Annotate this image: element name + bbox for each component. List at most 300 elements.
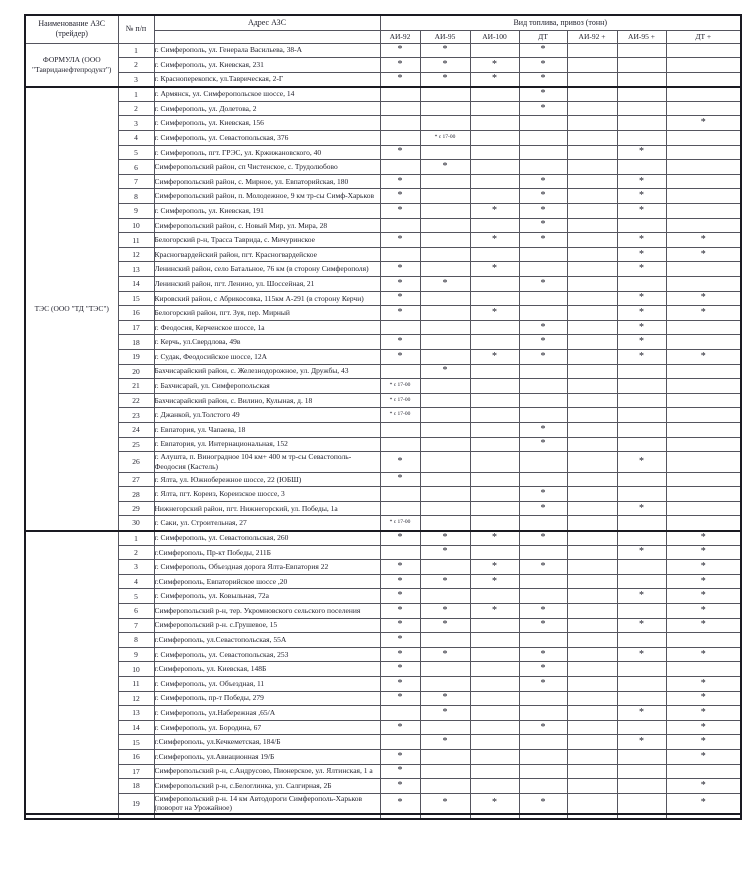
fuel-mark-cell [617,691,666,706]
fuel-mark-cell [666,277,741,292]
address-cell: г.Симферополь, ул.Авиационная 19/Б [154,749,380,764]
fuel-mark-cell [617,364,666,379]
fuel-mark-cell: * [519,87,567,102]
address-cell: г. Симферополь, ул. Бородина, 67 [154,720,380,735]
fuel-mark-cell: * [420,706,470,721]
fuel-mark-cell [617,676,666,691]
table-row [25,320,741,335]
fuel-mark-cell [470,516,519,531]
table-row [25,218,741,233]
fuel-mark-cell [420,87,470,102]
address-cell: Белогорский район, пгт. Зуя, пер. Мирный [154,306,380,321]
fuel-mark-cell: * [617,262,666,277]
empty-cell [519,814,567,819]
fuel-mark-cell [470,87,519,102]
table-row [25,43,741,58]
fuel-mark-cell [567,779,617,794]
fuel-mark-cell [470,545,519,560]
fuel-mark-cell: * [617,589,666,604]
fuel-mark-cell [666,422,741,437]
fuel-mark-cell [567,72,617,87]
fuel-mark-cell [567,472,617,487]
row-number-cell: 11 [118,233,154,248]
fuel-mark-cell [380,247,420,262]
fuel-mark-cell [380,501,420,516]
fuel-mark-cell [567,160,617,175]
fuel-mark-cell [666,218,741,233]
fuel-mark-cell: * с 17-00 [420,131,470,146]
fuel-mark-cell [617,560,666,575]
fuel-mark-cell [617,408,666,423]
fuel-mark-cell [567,793,617,814]
row-number-cell: 3 [118,72,154,87]
fuel-mark-cell [666,320,741,335]
fuel-mark-cell [567,764,617,779]
header-fuel-ai95: АИ-95 [420,30,470,43]
fuel-mark-cell [519,633,567,648]
row-number-cell: 13 [118,706,154,721]
partial-row [25,814,741,819]
fuel-mark-cell: * [666,306,741,321]
table-row [25,306,741,321]
row-number-cell: 14 [118,720,154,735]
fuel-mark-cell [567,647,617,662]
fuel-mark-cell [617,437,666,452]
fuel-mark-cell [470,779,519,794]
fuel-mark-cell: * [666,545,741,560]
fuel-mark-cell: * [470,574,519,589]
fuel-mark-cell [666,174,741,189]
fuel-mark-cell: * [380,574,420,589]
fuel-mark-cell: * [470,72,519,87]
fuel-mark-cell [519,364,567,379]
fuel-mark-cell: * [380,291,420,306]
address-cell: г. Симферополь, пр-т Победы, 279 [154,691,380,706]
fuel-mark-cell [666,204,741,219]
fuel-mark-cell [567,277,617,292]
fuel-mark-cell: * [420,160,470,175]
fuel-mark-cell: * [420,735,470,750]
fuel-mark-cell: * [380,618,420,633]
fuel-mark-cell: * [380,472,420,487]
fuel-mark-cell: * [470,793,519,814]
fuel-mark-cell [420,218,470,233]
fuel-mark-cell: * [420,603,470,618]
fuel-mark-cell: * [666,603,741,618]
fuel-mark-cell [470,422,519,437]
fuel-mark-cell [519,291,567,306]
table-row [25,422,741,437]
fuel-mark-cell: * [666,291,741,306]
fuel-mark-cell [519,306,567,321]
fuel-mark-cell [380,437,420,452]
fuel-mark-cell [470,189,519,204]
fuel-mark-cell: * [380,306,420,321]
fuel-mark-cell [567,560,617,575]
fuel-mark-cell [666,501,741,516]
fuel-mark-cell [470,487,519,502]
fuel-mark-cell [470,320,519,335]
row-number-cell: 16 [118,749,154,764]
row-number-cell: 5 [118,145,154,160]
fuel-mark-cell: * [420,43,470,58]
fuel-mark-cell: * [666,749,741,764]
header-address-sub [154,30,380,43]
address-cell: Кировский район, с Абрикосовка, 115км А-291 (в сторону Керчи) [154,291,380,306]
fuel-mark-cell: * [519,277,567,292]
table-row [25,349,741,364]
fuel-mark-cell: * [470,58,519,73]
fuel-mark-cell: * [420,531,470,546]
table-row [25,160,741,175]
empty-cell [617,814,666,819]
fuel-mark-cell [470,706,519,721]
table-row [25,116,741,131]
fuel-mark-cell: * [519,72,567,87]
address-cell: Красногвардейский район, пгт. Красногвардейское [154,247,380,262]
fuel-mark-cell: * [470,603,519,618]
fuel-mark-cell [519,589,567,604]
row-number-cell: 13 [118,262,154,277]
address-cell: г. Симферополь, ул. Долетова, 2 [154,101,380,116]
fuel-mark-cell: * [519,101,567,116]
address-cell: г. Керчь, ул.Свердлова, 49в [154,335,380,350]
table-row [25,408,741,423]
fuel-mark-cell: * [666,735,741,750]
fuel-mark-cell [470,764,519,779]
row-number-cell: 16 [118,306,154,321]
fuel-mark-cell: * [420,277,470,292]
fuel-mark-cell [519,574,567,589]
table-row [25,749,741,764]
fuel-mark-cell [420,393,470,408]
fuel-mark-cell: * [617,349,666,364]
fuel-mark-cell: * [519,531,567,546]
fuel-mark-cell: * [380,452,420,473]
fuel-mark-cell [567,545,617,560]
row-number-cell: 29 [118,501,154,516]
fuel-mark-cell [567,320,617,335]
trader-name-cell [25,531,118,815]
fuel-mark-cell: * [519,501,567,516]
fuel-mark-cell: * [420,618,470,633]
row-number-cell: 11 [118,676,154,691]
fuel-mark-cell: * [380,349,420,364]
fuel-mark-cell: * [380,262,420,277]
table-row [25,662,741,677]
fuel-mark-cell [420,472,470,487]
fuel-mark-cell [666,262,741,277]
fuel-mark-cell [567,393,617,408]
address-cell: г. Ялта, пгт. Кореиз, Кореизское шоссе, 3 [154,487,380,502]
fuel-mark-cell [420,233,470,248]
fuel-mark-cell [666,335,741,350]
fuel-mark-cell [380,87,420,102]
fuel-mark-cell [420,335,470,350]
fuel-mark-cell [567,218,617,233]
address-cell: Нижнегорский район, пгт. Нижнегорский, ул. Победы, 1а [154,501,380,516]
fuel-mark-cell [617,633,666,648]
fuel-mark-cell: * [666,691,741,706]
fuel-mark-cell: * [519,618,567,633]
fuel-mark-cell: * [519,233,567,248]
fuel-mark-cell: * [380,793,420,814]
row-number-cell: 1 [118,531,154,546]
fuel-mark-cell: * [380,603,420,618]
fuel-mark-cell [567,589,617,604]
fuel-mark-cell: * [380,589,420,604]
row-number-cell: 10 [118,662,154,677]
table-body [25,43,741,819]
fuel-mark-cell: * [519,58,567,73]
fuel-mark-cell [567,422,617,437]
fuel-mark-cell: * [666,589,741,604]
fuel-mark-cell [470,335,519,350]
fuel-mark-cell: * [617,204,666,219]
address-cell: г. Евпатория, ул. Чапаева, 18 [154,422,380,437]
address-cell: Симферопольский р-н. с.Грушевое, 15 [154,618,380,633]
fuel-mark-cell [420,320,470,335]
fuel-mark-cell [470,116,519,131]
table-row [25,574,741,589]
table-row [25,735,741,750]
address-cell: г.Симферополь, ул. Киевская, 148Б [154,662,380,677]
empty-cell [420,814,470,819]
fuel-mark-cell [666,452,741,473]
fuel-mark-cell [519,262,567,277]
fuel-mark-cell [617,116,666,131]
fuel-mark-cell: * [380,764,420,779]
fuel-mark-cell [380,116,420,131]
fuel-mark-cell [519,131,567,146]
fuel-mark-cell: * [519,662,567,677]
fuel-mark-cell [420,408,470,423]
fuel-mark-cell [567,735,617,750]
address-cell: г. Бахчисарай, ул. Симферопольская [154,379,380,394]
fuel-mark-cell [420,676,470,691]
fuel-mark-cell [470,145,519,160]
table-row [25,364,741,379]
trader-name-cell: ФОРМУЛА (ООО "Тавриданефтепродукт") [25,43,118,87]
address-cell: г. Симферополь, ул. Киевская, 231 [154,58,380,73]
fuel-mark-cell [666,43,741,58]
fuel-mark-cell: * [420,574,470,589]
table-row [25,472,741,487]
header-fuel-dt-plus: ДТ + [666,30,741,43]
fuel-mark-cell: * [470,531,519,546]
fuel-mark-cell [470,662,519,677]
fuel-mark-cell [420,487,470,502]
fuel-mark-cell: * [470,306,519,321]
fuel-mark-cell: * [617,247,666,262]
row-number-cell: 8 [118,189,154,204]
fuel-mark-cell [617,131,666,146]
address-cell: Бахчисарайский район, с. Железнодорожное, ул. Дружбы, 43 [154,364,380,379]
fuel-mark-cell: * [617,189,666,204]
row-number-cell: 7 [118,174,154,189]
fuel-mark-cell: * [420,364,470,379]
fuel-mark-cell [666,87,741,102]
fuel-mark-cell [567,262,617,277]
fuel-mark-cell [567,603,617,618]
fuel-mark-cell [617,487,666,502]
fuel-mark-cell [666,379,741,394]
address-cell: Симферопольский район, сп Чистенское, с. Трудолюбово [154,160,380,175]
row-number-cell: 2 [118,58,154,73]
fuel-mark-cell [567,487,617,502]
fuel-mark-cell: * [519,437,567,452]
fuel-mark-cell [420,437,470,452]
fuel-mark-cell: * [470,233,519,248]
fuel-mark-cell [567,720,617,735]
fuel-mark-cell [519,691,567,706]
empty-cell [666,814,741,819]
address-cell: Симферопольский р-н, с.Белоглинка, ул. Салгирная, 2Б [154,779,380,794]
fuel-mark-cell [617,574,666,589]
fuel-mark-cell [567,233,617,248]
fuel-mark-cell [617,101,666,116]
table-row [25,545,741,560]
row-number-cell: 1 [118,43,154,58]
row-number-cell: 15 [118,291,154,306]
row-number-cell: 1 [118,87,154,102]
table-row [25,647,741,662]
fuel-mark-cell: * [617,501,666,516]
table-row [25,131,741,146]
fuel-mark-cell: * [380,662,420,677]
empty-cell [380,814,420,819]
fuel-mark-cell [617,43,666,58]
fuel-mark-cell [666,633,741,648]
fuel-mark-cell: * [380,233,420,248]
fuel-mark-cell: * [519,487,567,502]
fuel-mark-cell [470,131,519,146]
address-cell: Ленинский район, село Батальное, 76 км (в сторону Симферополя) [154,262,380,277]
fuel-mark-cell [666,189,741,204]
row-number-cell: 5 [118,589,154,604]
fuel-mark-cell: * [380,676,420,691]
fuel-mark-cell [666,437,741,452]
fuel-mark-cell [617,531,666,546]
fuel-mark-cell [666,764,741,779]
header-fuel-ai95-plus: АИ-95 + [617,30,666,43]
fuel-mark-cell [567,364,617,379]
fuel-mark-cell: * [380,647,420,662]
fuel-mark-cell [567,335,617,350]
table-row [25,691,741,706]
fuel-mark-cell [420,764,470,779]
fuel-mark-cell: * [380,189,420,204]
fuel-mark-cell [470,364,519,379]
fuel-mark-cell: * [617,174,666,189]
row-number-cell: 24 [118,422,154,437]
fuel-mark-cell: * [420,58,470,73]
header-fuel-ai92-plus: АИ-92 + [567,30,617,43]
row-number-cell: 23 [118,408,154,423]
fuel-mark-cell [567,247,617,262]
fuel-mark-cell: * с 17-00 [380,393,420,408]
fuel-mark-cell [470,291,519,306]
table-row [25,676,741,691]
fuel-mark-cell [470,174,519,189]
fuel-mark-cell [567,516,617,531]
fuel-mark-cell: * [519,720,567,735]
fuel-mark-cell [567,131,617,146]
fuel-mark-cell [420,101,470,116]
fuel-mark-cell [420,779,470,794]
row-number-cell: 12 [118,247,154,262]
fuel-mark-cell: * [380,633,420,648]
table-row [25,277,741,292]
fuel-mark-cell: * [420,72,470,87]
address-cell: Симферопольский р-н, тер. Укромновского сельского поселения [154,603,380,618]
fuel-mark-cell [420,247,470,262]
table-row [25,501,741,516]
row-number-cell: 7 [118,618,154,633]
fuel-mark-cell: * [617,306,666,321]
fuel-mark-cell [567,437,617,452]
address-cell: г. Феодосия, Керченское шоссе, 1а [154,320,380,335]
fuel-mark-cell [470,501,519,516]
fuel-mark-cell: * [617,706,666,721]
row-number-cell: 30 [118,516,154,531]
fuel-mark-cell [617,793,666,814]
fuel-mark-cell [567,43,617,58]
fuel-mark-cell [470,408,519,423]
address-cell: г. Симферополь, ул. Генерала Васильева, 38-А [154,43,380,58]
table-row [25,603,741,618]
table-header [25,15,741,43]
table-row [25,793,741,814]
fuel-mark-cell: * [617,145,666,160]
row-number-cell: 4 [118,131,154,146]
fuel-mark-cell: * [617,233,666,248]
fuel-mark-cell [470,379,519,394]
table-row [25,531,741,546]
fuel-mark-cell [617,87,666,102]
fuel-mark-cell [380,487,420,502]
fuel-mark-cell: * [519,43,567,58]
empty-cell [567,814,617,819]
fuel-mark-cell [567,706,617,721]
address-cell: г. Симферополь, ул. Объездная, 11 [154,676,380,691]
fuel-mark-cell [420,422,470,437]
fuel-mark-cell [666,662,741,677]
table-row [25,101,741,116]
fuel-mark-cell: * [519,335,567,350]
fuel-mark-cell [519,452,567,473]
fuel-mark-cell: * [617,647,666,662]
fuel-mark-cell [519,764,567,779]
fuel-mark-cell [470,437,519,452]
fuel-mark-cell [617,160,666,175]
fuel-mark-cell [420,560,470,575]
address-cell: Симферопольский район, с. Новый Мир, ул. Мира, 28 [154,218,380,233]
fuel-mark-cell: * [666,233,741,248]
fuel-mark-cell: * [666,720,741,735]
fuel-mark-cell [617,749,666,764]
fuel-mark-cell [420,306,470,321]
fuel-mark-cell [567,633,617,648]
fuel-mark-cell [666,160,741,175]
address-cell: г. Алушта, п. Виноградное 104 км+ 400 м тр-сы Севастополь-Феодосия (Кастель) [154,452,380,473]
row-number-cell: 14 [118,277,154,292]
table-row [25,233,741,248]
fuel-mark-cell [567,174,617,189]
fuel-mark-cell [666,101,741,116]
row-number-cell: 15 [118,735,154,750]
fuel-mark-cell: * [617,618,666,633]
